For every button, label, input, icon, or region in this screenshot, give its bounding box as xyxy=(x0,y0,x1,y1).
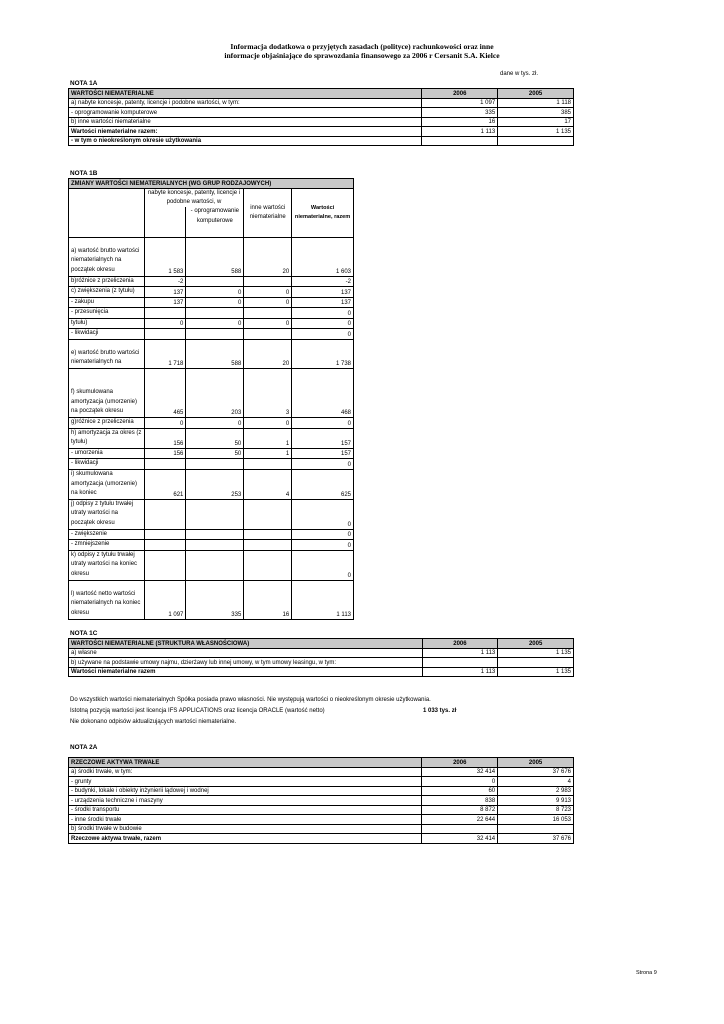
row-label: b) inne wartości niematerialne xyxy=(69,117,422,127)
row-label: Wartości niematerialne razem xyxy=(69,667,423,677)
row-value: 1 118 xyxy=(498,98,574,108)
row-label: - umorzenia xyxy=(69,448,145,459)
row-value: 1 135 xyxy=(498,667,574,677)
nota-1a-table xyxy=(68,88,574,146)
row-value: 20 xyxy=(244,340,292,369)
row-value: 50 xyxy=(186,448,244,459)
row-value: 0 xyxy=(292,499,354,529)
row-value: 621 xyxy=(144,470,186,500)
table-row xyxy=(69,540,354,551)
table-row xyxy=(69,824,574,834)
row-value: 137 xyxy=(292,287,354,298)
table-row xyxy=(69,297,354,308)
row-value: 1 718 xyxy=(144,340,186,369)
row-label: - urządzenia techniczne i maszyny xyxy=(69,796,422,806)
table-row xyxy=(69,470,354,500)
table-row xyxy=(69,777,574,787)
row-label: - w tym o nieokreślonym okresie użytkowania xyxy=(69,136,422,146)
row-value: 0 xyxy=(186,297,244,308)
row-label: h) amortyzacja za okres (z tytułu) xyxy=(69,428,145,448)
row-label: l) wartość netto wartości niematerialnych na koniec okresu xyxy=(69,580,145,619)
row-value xyxy=(244,329,292,340)
row-value: 0 xyxy=(244,318,292,329)
table-row xyxy=(69,308,354,319)
row-value: 9 913 xyxy=(498,796,574,806)
row-label: - inne środki trwałe xyxy=(69,815,422,825)
row-value xyxy=(144,308,186,319)
header-cell: 2005 xyxy=(498,639,574,649)
nota-1b-col-other: inne wartości niematerialne xyxy=(244,188,292,237)
row-value: 156 xyxy=(144,428,186,448)
row-value: 32 414 xyxy=(422,834,498,844)
row-value: 1 738 xyxy=(292,340,354,369)
row-value xyxy=(422,824,498,834)
nota-2a-table xyxy=(68,757,574,844)
row-value: 0 xyxy=(244,297,292,308)
table-row xyxy=(69,796,574,806)
row-value: 1 097 xyxy=(422,98,498,108)
row-value xyxy=(244,276,292,287)
title-line-2: informacje objaśniające do sprawozdania finansowego za 2006 r Cersanit S.A. Kielce xyxy=(224,51,500,60)
table-row xyxy=(69,448,354,459)
row-value: 1 113 xyxy=(422,127,498,137)
row-value: 4 xyxy=(244,470,292,500)
row-value: 2 983 xyxy=(498,786,574,796)
row-value: 0 xyxy=(144,418,186,429)
row-value: 16 053 xyxy=(498,815,574,825)
row-label: i) skumulowana amortyzacja (umorzenie) na koniec xyxy=(69,470,145,500)
row-value: 588 xyxy=(186,237,244,276)
table-row xyxy=(69,428,354,448)
table-row xyxy=(69,340,354,369)
row-value xyxy=(144,329,186,340)
row-label: k) odpisy z tytułu trwałej utraty wartości na koniec okresu xyxy=(69,550,145,580)
header-cell: 2006 xyxy=(422,639,498,649)
row-label: - środki transportu xyxy=(69,805,422,815)
row-value: 0 xyxy=(292,529,354,540)
note-line-2: Istotną pozycją wartości jest licencja IFS APPLICATIONS oraz licencja ORACLE (wartość netto) xyxy=(70,708,325,714)
row-value xyxy=(244,308,292,319)
row-label: a) własne xyxy=(69,648,423,658)
table-row xyxy=(69,648,574,658)
row-label: - zakupu xyxy=(69,297,145,308)
table-row xyxy=(69,117,574,127)
header-cell: RZECZOWE AKTYWA TRWAŁE xyxy=(69,758,422,768)
note-line-1: Do wszystkich wartości niematerialnych Spółka posiada prawo własności. Nie występują wartości o nieokreślonym okresie użytkowania. xyxy=(70,697,431,703)
nota-1c-label: NOTA 1C xyxy=(70,630,98,637)
row-value: 17 xyxy=(498,117,574,127)
row-value: 4 xyxy=(498,777,574,787)
row-value: 3 xyxy=(244,369,292,418)
row-value: 156 xyxy=(144,448,186,459)
table-row xyxy=(69,418,354,429)
table-row xyxy=(69,98,574,108)
table-row xyxy=(69,329,354,340)
row-value: 1 113 xyxy=(422,648,498,658)
note-line-3: Nie dokonano odpisów aktualizujących wartości niematerialne. xyxy=(70,719,237,725)
row-label: g)różnice z przeliczenia xyxy=(69,418,145,429)
row-value: 137 xyxy=(144,287,186,298)
row-value: 625 xyxy=(292,470,354,500)
row-value xyxy=(186,329,244,340)
row-value: 1 113 xyxy=(422,667,498,677)
row-value xyxy=(244,499,292,529)
header-cell: 2006 xyxy=(422,758,498,768)
table-row xyxy=(69,369,354,418)
row-value xyxy=(144,459,186,470)
row-value: 50 xyxy=(186,428,244,448)
row-value: 157 xyxy=(292,448,354,459)
row-label: b) środki trwałe w budowie xyxy=(69,824,422,834)
row-value: 253 xyxy=(186,470,244,500)
document-title xyxy=(0,42,724,60)
row-value: 0 xyxy=(186,287,244,298)
row-value: 0 xyxy=(292,540,354,551)
header-cell: 2005 xyxy=(498,758,574,768)
row-value: 16 xyxy=(422,117,498,127)
row-label: f) skumulowana amortyzacja (umorzenie) na początek okresu xyxy=(69,369,145,418)
row-value: 335 xyxy=(422,108,498,118)
table-header-row xyxy=(69,639,574,649)
row-value: 1 135 xyxy=(498,127,574,137)
row-value xyxy=(186,540,244,551)
note-line-2-value: 1 033 tys. zł xyxy=(423,708,457,714)
row-value xyxy=(144,529,186,540)
row-label: - zwiększenie xyxy=(69,529,145,540)
table-row xyxy=(69,108,574,118)
table-row xyxy=(69,499,354,529)
title-line-1: Informacja dodatkowa o przyjętych zasadach (polityce) rachunkowości oraz inne xyxy=(230,42,494,51)
row-label: Wartości niematerialne razem: xyxy=(69,127,422,137)
table-row xyxy=(69,136,574,146)
row-value: 0 xyxy=(186,418,244,429)
row-value xyxy=(244,459,292,470)
row-value xyxy=(244,540,292,551)
row-value: 37 676 xyxy=(498,767,574,777)
row-value: 0 xyxy=(144,318,186,329)
row-value: 22 644 xyxy=(422,815,498,825)
row-value: 8 872 xyxy=(422,805,498,815)
table-row xyxy=(69,580,354,619)
row-value xyxy=(144,499,186,529)
units-label: dane w tys. zł. xyxy=(500,71,539,77)
nota-1b-col-group: nabyte koncesje, patenty, licencje i podobne wartości, w xyxy=(144,188,244,207)
table-row xyxy=(69,658,574,668)
row-value: 588 xyxy=(186,340,244,369)
row-value: 203 xyxy=(186,369,244,418)
table-row xyxy=(69,276,354,287)
nota-1b-col-blank xyxy=(144,207,186,237)
row-value: 838 xyxy=(422,796,498,806)
row-value xyxy=(186,529,244,540)
row-value: 1 135 xyxy=(498,648,574,658)
row-value: 16 xyxy=(244,580,292,619)
row-value xyxy=(498,658,574,668)
row-value xyxy=(498,136,574,146)
row-value: 468 xyxy=(292,369,354,418)
row-value: 20 xyxy=(244,237,292,276)
row-value: 137 xyxy=(292,297,354,308)
row-label: j) odpisy z tytułu trwałej utraty wartości na początek okresu xyxy=(69,499,145,529)
row-value: 1 xyxy=(244,448,292,459)
row-value xyxy=(186,550,244,580)
table-header-row xyxy=(69,89,574,99)
row-label: - budynki, lokale i obiekty inżynierii lądowej i wodnej xyxy=(69,786,422,796)
row-value: 60 xyxy=(422,786,498,796)
row-value: 1 113 xyxy=(292,580,354,619)
table-row xyxy=(69,815,574,825)
row-label: c) zwiększenia (z tytułu) xyxy=(69,287,145,298)
header-cell: 2006 xyxy=(422,89,498,99)
nota-1b-table xyxy=(68,178,354,620)
row-label: - oprogramowanie komputerowe xyxy=(69,108,422,118)
row-value: 0 xyxy=(292,308,354,319)
row-value xyxy=(244,550,292,580)
nota-1b-col-total: Wartości niematerialne, razem xyxy=(292,188,354,237)
row-value: 0 xyxy=(422,777,498,787)
row-label: tytułu) xyxy=(69,318,145,329)
header-cell: 2005 xyxy=(498,89,574,99)
row-label: a) nabyte koncesje, patenty, licencje i podobne wartości, w tym: xyxy=(69,98,422,108)
row-label: - grunty xyxy=(69,777,422,787)
row-value xyxy=(422,136,498,146)
row-value: 32 414 xyxy=(422,767,498,777)
row-label: - likwidacji xyxy=(69,329,145,340)
row-value: 1 583 xyxy=(144,237,186,276)
table-row xyxy=(69,318,354,329)
row-value xyxy=(498,824,574,834)
row-label: - likwidacji xyxy=(69,459,145,470)
page-number: Strona 9 xyxy=(636,970,657,976)
row-value xyxy=(244,529,292,540)
nota-1b-label: NOTA 1B xyxy=(70,170,98,177)
table-row xyxy=(69,127,574,137)
row-value: 0 xyxy=(292,459,354,470)
row-value: 1 xyxy=(244,428,292,448)
row-value: 8 723 xyxy=(498,805,574,815)
table-row xyxy=(69,529,354,540)
row-value: 385 xyxy=(498,108,574,118)
table-row xyxy=(69,287,354,298)
row-label: - zmniejszenie xyxy=(69,540,145,551)
row-value: 137 xyxy=(144,297,186,308)
row-value: 465 xyxy=(144,369,186,418)
row-value: 0 xyxy=(186,318,244,329)
row-value: 157 xyxy=(292,428,354,448)
row-value: 0 xyxy=(244,418,292,429)
row-value: 0 xyxy=(244,287,292,298)
row-value: 0 xyxy=(292,318,354,329)
row-label: Rzeczowe aktywa trwałe, razem xyxy=(69,834,422,844)
row-label: e) wartość brutto wartości niematerialnych na xyxy=(69,340,145,369)
table-header-row xyxy=(69,758,574,768)
nota-1b-empty-header xyxy=(69,188,145,237)
table-row xyxy=(69,550,354,580)
table-row xyxy=(69,237,354,276)
nota-1b-title: ZMIANY WARTOŚCI NIEMATERIALNYCH (WG GRUP RODZAJOWYCH) xyxy=(69,179,354,189)
row-value: -2 xyxy=(144,276,186,287)
row-value: -2 xyxy=(292,276,354,287)
nota-1a-label: NOTA 1A xyxy=(70,80,98,87)
table-row xyxy=(69,805,574,815)
header-cell: WARTOŚCI NIEMATERIALNE xyxy=(69,89,422,99)
nota-2a-label: NOTA 2A xyxy=(70,744,98,751)
row-label: a) wartość brutto wartości niematerialnych na początek okresu xyxy=(69,237,145,276)
nota-1c-table xyxy=(68,638,574,677)
table-row xyxy=(69,786,574,796)
row-value: 0 xyxy=(292,550,354,580)
row-value xyxy=(144,540,186,551)
nota-1b-col-soft: - oprogramowanie komputerowe xyxy=(186,207,244,237)
table-row xyxy=(69,834,574,844)
table-row xyxy=(69,667,574,677)
row-label: b)różnice z przeliczenia xyxy=(69,276,145,287)
row-value xyxy=(186,276,244,287)
row-value xyxy=(186,308,244,319)
row-value: 37 676 xyxy=(498,834,574,844)
row-label: b) używane na podstawie umowy najmu, dzierżawy lub innej umowy, w tym umowy leasingu, w tym: xyxy=(69,658,423,668)
row-label: - przesunięcia xyxy=(69,308,145,319)
row-value: 0 xyxy=(292,329,354,340)
row-value: 0 xyxy=(292,418,354,429)
row-value xyxy=(186,499,244,529)
row-value: 335 xyxy=(186,580,244,619)
row-value: 1 603 xyxy=(292,237,354,276)
header-cell: WARTOŚCI NIEMATERIALNE (STRUKTURA WŁASNOŚCIOWA) xyxy=(69,639,423,649)
row-value xyxy=(186,459,244,470)
row-value: 1 097 xyxy=(144,580,186,619)
table-row xyxy=(69,459,354,470)
row-value xyxy=(422,658,498,668)
row-value xyxy=(144,550,186,580)
table-row xyxy=(69,767,574,777)
row-label: a) środki trwałe, w tym: xyxy=(69,767,422,777)
